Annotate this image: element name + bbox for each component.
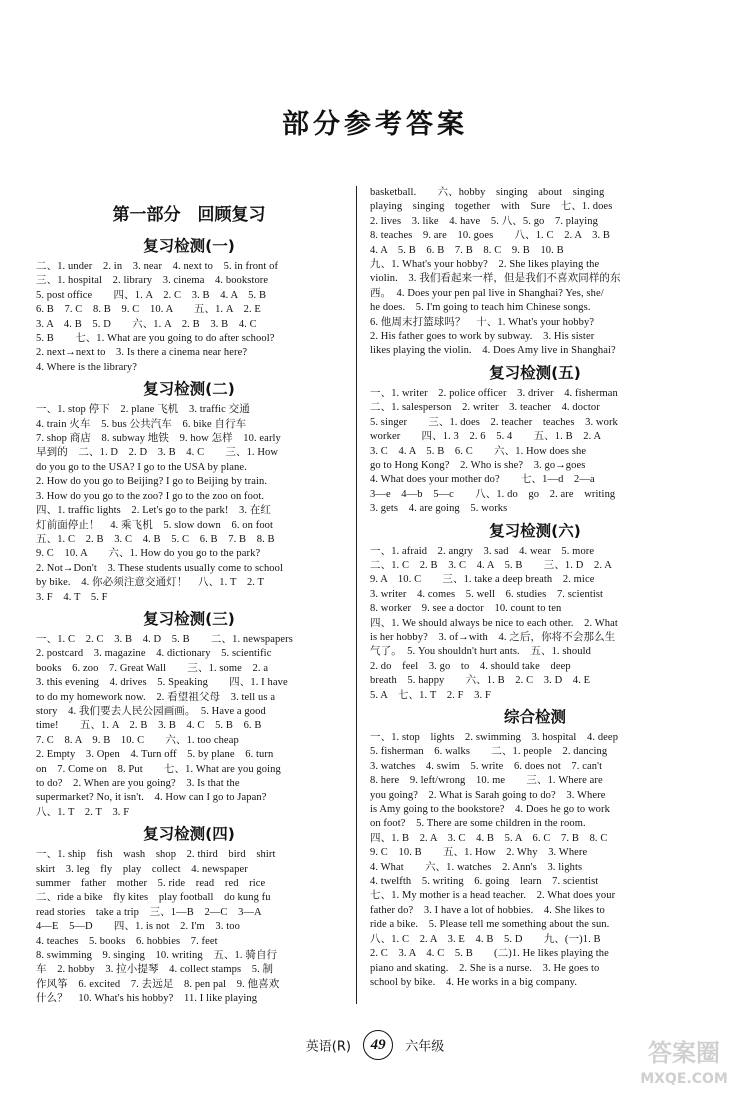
answer-line: 3. A 4. B 5. D 六、1. A 2. B 3. B 4. C xyxy=(36,318,257,330)
answer-line: 5. fisherman 6. walks 二、1. people 2. dancing xyxy=(370,746,608,758)
answer-line: school by bike. 4. He works in a big company. xyxy=(370,976,578,988)
answer-line: 3. How do you go to the zoo? I go to the zoo on foot. xyxy=(36,490,265,502)
answer-line: 9. C 10. B 五、1. How 2. Why 3. Where xyxy=(370,847,588,859)
answer-line: 早到的 二、1. D 2. D 3. B 4. C 三、1. How xyxy=(36,447,279,459)
answer-line: worker 四、1. 3 2. 6 5. 4 五、1. B 2. A xyxy=(370,431,602,443)
answer-line: 4. What does your mother do? 七、1—d 2—a xyxy=(370,474,595,486)
answer-line: ride a bike. 5. Please tell me something about the sun. xyxy=(370,919,610,931)
section-title: 综合检测 xyxy=(503,708,566,726)
answer-line: 7. shop 商店 8. subway 地铁 9. how 怎样 10. early xyxy=(36,433,281,445)
answer-line: 5. B 七、1. What are you going to do after school? xyxy=(36,333,275,345)
answer-line: 二、1. under 2. in 3. near 4. next to 5. in front of xyxy=(36,261,279,272)
footer-grade: 六年级 xyxy=(405,1039,445,1055)
answer-line: 四、1. traffic lights 2. Let's go to the park! 3. 在红 xyxy=(36,505,272,517)
section-title: 复习检测(四) xyxy=(143,825,235,844)
column-divider xyxy=(356,186,357,1004)
answer-line: 9. A 10. C 三、1. take a deep breath 2. mice xyxy=(370,574,595,586)
answer-line: 七、1. My mother is a head teacher. 2. What does your xyxy=(370,890,616,902)
answer-line: 8. swimming 9. singing 10. writing 五、1. 骑自行 xyxy=(36,950,278,962)
answer-line: 3. watches 4. swim 5. write 6. does not 7. can't xyxy=(370,760,603,772)
answer-line: 九、1. What's your hobby? 2. She likes playing the xyxy=(370,259,600,271)
answer-line: you going? 2. What is Sarah going to do? 3. Where xyxy=(370,789,606,801)
answer-line: 气了。 5. You shouldn't hurt ants. 五、1. should xyxy=(370,646,591,658)
answer-line: skirt 3. leg fly play collect 4. newspaper xyxy=(36,863,248,875)
answer-line: 八、1. T 2. T 3. F xyxy=(36,806,130,818)
answer-line: 5. A 七、1. T 2. F 3. F xyxy=(370,689,491,701)
answer-line: is Amy going to the bookstore? 4. Does he go to work xyxy=(370,804,610,816)
answer-line: piano and skating. 2. She is a nurse. 3. He goes to xyxy=(370,962,600,974)
answer-line: 三、1. hospital 2. library 3. cinema 4. bookstore xyxy=(36,275,269,287)
answer-line: 2. next→next to 3. Is there a cinema near here? xyxy=(36,347,248,359)
answer-line: 灯前面停止！ 4. 乘飞机 5. slow down 6. on foot xyxy=(36,519,274,531)
answer-line: 2. His father goes to work by subway. 3. His sister xyxy=(370,331,595,343)
answer-line: 一、1. stop 停下 2. plane 飞机 3. traffic 交通 xyxy=(36,404,250,416)
answer-line: playing singing together with Sure 七、1. does xyxy=(370,201,613,213)
answer-line: 2. Empty 3. Open 4. Turn off 5. by plane 6. turn xyxy=(36,749,274,761)
watermark-logo xyxy=(624,1033,744,1091)
answer-line: 3—e 4—b 5—c 八、1. do go 2. are writing xyxy=(370,488,616,500)
answer-line: 车 2. hobby 3. 拉小提琴 4. collect stamps 5. 制 xyxy=(36,964,274,976)
answer-line: 8. here 9. left/wrong 10. me 三、1. Where are xyxy=(370,775,603,787)
part-title: 第一部分 回顾复习 xyxy=(112,205,266,225)
answer-line: 4—E 5—D 四、1. is not 2. I'm 3. too xyxy=(36,921,240,933)
answer-line: 3. this evening 4. drives 5. Speaking 四、1. I have xyxy=(36,677,288,689)
answer-line: 一、1. ship fish wash shop 2. third bird shirt xyxy=(36,849,276,861)
section-title: 复习检测(六) xyxy=(489,521,581,540)
answer-line: 五、1. C 2. B 3. C 4. B 5. C 6. B 7. B 8. B xyxy=(36,533,275,545)
answer-line: 八、1. C 2. A 3. E 4. B 5. D 九、(一)1. B xyxy=(370,933,601,945)
answer-line: 4. twelfth 5. writing 6. going learn 7. scientist xyxy=(370,876,599,888)
answer-line: 一、1. writer 2. police officer 3. driver 4. fisherman xyxy=(370,387,618,399)
page-title: 部分参考答案 xyxy=(282,109,468,140)
answer-line: basketball. 六、hobby singing about singing xyxy=(370,187,605,198)
answer-line: on 7. Come on 8. Put 七、1. What are you going xyxy=(36,763,281,775)
answer-line: 5. singer 三、1. does 2. teacher teaches 3. work xyxy=(370,416,618,428)
answer-line: is her hobby? 3. of→with 4. 之后，你将不会那么生 xyxy=(370,631,616,643)
answer-line: likes playing the violin. 4. Does Amy live in Shanghai? xyxy=(370,345,616,357)
answer-line: 4. Where is the library? xyxy=(36,361,138,373)
answer-line: violin. 3. 我们看起来一样，但是我们不喜欢同样的东 xyxy=(370,273,621,285)
answer-line: 2. do feel 3. go to 4. should take deep xyxy=(370,660,571,672)
answer-line: 4. train 火车 5. bus 公共汽车 6. bike 自行车 xyxy=(36,418,247,430)
answer-line: 什么？ 10. What's his hobby? 11. I like playing xyxy=(36,993,258,1005)
answer-line: to do? 2. When are you going? 3. Is that the xyxy=(36,778,240,789)
section-title: 复习检测(二) xyxy=(143,380,235,399)
answer-line: 7. C 8. A 9. B 10. C 六、1. too cheap xyxy=(36,734,239,746)
left-sections xyxy=(36,235,342,1007)
watermark-main-text: 答案圈 xyxy=(648,1039,720,1067)
answer-line: story 4. 我们要去人民公园画画。 5. Have a good xyxy=(36,705,266,717)
answer-line: 5. post office 四、1. A 2. C 3. B 4. A 5. B xyxy=(36,289,267,301)
answer-line: time! 五、1. A 2. B 3. B 4. C 5. B 6. B xyxy=(36,720,262,732)
answer-line: 2. Not→Don't 3. These students usually come to school xyxy=(36,562,284,574)
answer-line: 3. F 4. T 5. F xyxy=(36,591,108,603)
section-title: 复习检测(五) xyxy=(489,363,581,382)
answer-line: 西。 4. Does your pen pal live in Shanghai? Yes, she/ xyxy=(370,287,604,299)
answer-line: 3. writer 4. comes 5. well 6. studies 7. scientist xyxy=(370,588,604,600)
answer-line: 2. postcard 3. magazine 4. dictionary 5. scientific xyxy=(36,648,272,660)
answer-line: 2. C 3. A 4. C 5. B (二)1. He likes playing the xyxy=(370,948,609,960)
answer-line: read stories take a trip 三、1—B 2—C 3—A xyxy=(36,906,262,918)
answer-line: 二、ride a bike fly kites play football do kung fu xyxy=(36,892,271,904)
answer-line: 二、1. salesperson 2. writer 3. teacher 4. doctor xyxy=(370,402,600,414)
answer-line: to do my homework now. 2. 看望祖父母 3. tell us a xyxy=(36,691,276,703)
answer-line: 4. teaches 5. books 6. hobbies 7. feet xyxy=(36,935,218,947)
answer-line: 4. A 5. B 6. B 7. B 8. C 9. B 10. B xyxy=(370,244,564,256)
answer-line: 一、1. afraid 2. angry 3. sad 4. wear 5. more xyxy=(370,545,595,557)
answer-line: go to Hong Kong? 2. Who is she? 3. go→goes xyxy=(370,459,586,471)
answer-line: 作风筝 6. excited 7. 去远足 8. pen pal 9. 他喜欢 xyxy=(36,978,280,990)
section-title: 复习检测(三) xyxy=(143,609,235,628)
answer-line: 4. What 六、1. watches 2. Ann's 3. lights xyxy=(370,861,583,873)
right-sections xyxy=(370,362,700,990)
left-column xyxy=(36,186,342,1007)
answer-line: 3. gets 4. are going 5. works xyxy=(370,503,508,515)
answer-line: do you go to the USA? I go to the USA by plane. xyxy=(36,461,247,473)
answer-line: breath 5. happy 六、1. B 2. C 3. D 4. E xyxy=(370,675,591,687)
answer-line: 一、1. C 2. C 3. B 4. D 5. B 二、1. newspapers xyxy=(36,633,293,645)
answer-line: 3. C 4. A 5. B 6. C 六、1. How does she xyxy=(370,445,587,457)
answer-line: summer father mother 5. ride read red rice xyxy=(36,878,266,890)
answer-line: 6. 他周末打篮球吗？ 十、1. What's your hobby? xyxy=(370,316,595,328)
answer-line: 2. lives 3. like 4. have 5. 八、5. go 7. playing xyxy=(370,215,598,227)
answer-line: 二、1. C 2. B 3. C 4. A 5. B 三、1. D 2. A xyxy=(370,559,612,571)
watermark-url-text: MXQE.COM xyxy=(640,1071,728,1087)
answer-line: father do? 3. I have a lot of hobbies. 4. She likes to xyxy=(370,904,605,916)
answer-line: on foot? 5. There are some children in the room. xyxy=(370,818,586,830)
answer-line: supermarket? No, it isn't. 4. How can I go to Japan? xyxy=(36,792,267,804)
answer-line: 6. B 7. C 8. B 9. C 10. A 五、1. A 2. E xyxy=(36,304,261,316)
answer-line: 8. worker 9. see a doctor 10. count to ten xyxy=(370,603,562,615)
answer-line: 四、1. B 2. A 3. C 4. B 5. A 6. C 7. B 8. C xyxy=(370,832,608,844)
answer-line: 一、1. stop lights 2. swimming 3. hospital 4. deep xyxy=(370,732,619,743)
right-column xyxy=(370,186,700,990)
footer-subject: 英语(R) xyxy=(305,1039,351,1055)
answer-line: 9. C 10. A 六、1. How do you go to the park? xyxy=(36,548,261,560)
section-title: 复习检测(一) xyxy=(143,237,235,255)
right-continued-answers xyxy=(370,186,700,359)
page-number: 49 xyxy=(363,1030,393,1060)
answer-line: by bike. 4. 你必须注意交通灯！ 八、1. T 2. T xyxy=(36,577,265,589)
answer-line: 四、1. We should always be nice to each other. 2. What xyxy=(370,617,618,629)
answer-line: 2. How do you go to Beijing? I go to Beijing by train. xyxy=(36,476,268,488)
answer-line: 8. teaches 9. are 10. goes 八、1. C 2. A 3. B xyxy=(370,230,611,242)
answer-line: he does. 5. I'm going to teach him Chinese songs. xyxy=(370,302,591,314)
answer-line: books 6. zoo 7. Great Wall 三、1. some 2. a xyxy=(36,662,269,674)
